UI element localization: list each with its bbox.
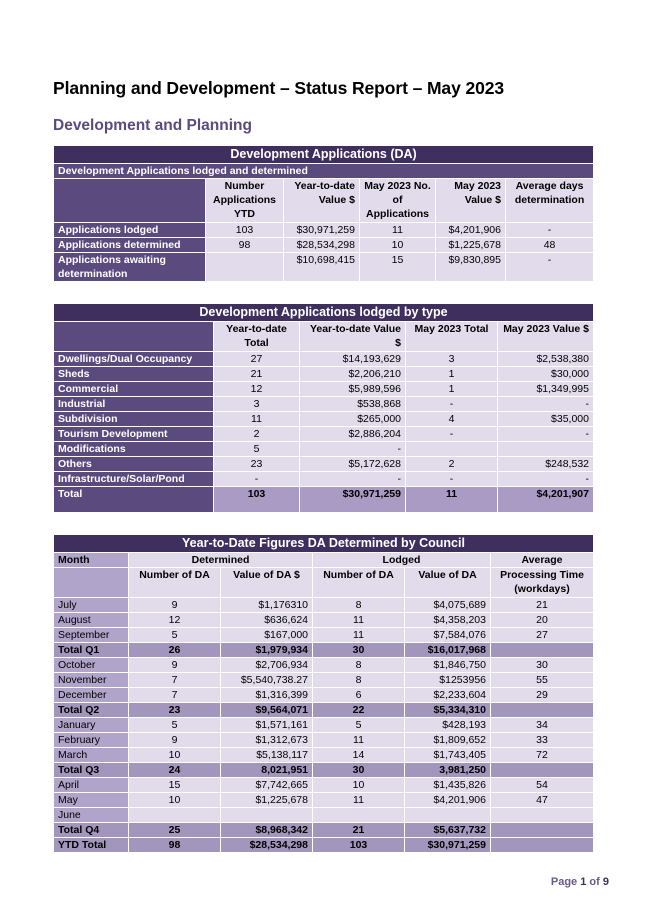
column-header: May 2023 Value $ (498, 322, 594, 352)
column-header: May 2023 Total (406, 322, 498, 352)
table-cell: - (506, 253, 594, 282)
table-cell: 15 (129, 778, 221, 793)
table-cell: $30,000 (498, 367, 594, 382)
table-cell: 27 (214, 352, 300, 367)
table-cell: $7,742,665 (221, 778, 313, 793)
row-label: January (54, 718, 129, 733)
table-cell (406, 442, 498, 457)
row-label: Total Q1 (54, 643, 129, 658)
table-cell (221, 808, 313, 823)
row-label: Others (54, 457, 214, 472)
row-label: August (54, 613, 129, 628)
table-cell: 1 (406, 382, 498, 397)
total-cell: 11 (406, 487, 498, 513)
row-label: Commercial (54, 382, 214, 397)
row-label: March (54, 748, 129, 763)
table-cell: $636,624 (221, 613, 313, 628)
table-cell: 9 (129, 598, 221, 613)
table-cell: 15 (360, 253, 436, 282)
table-cell: $167,000 (221, 628, 313, 643)
table-cell: $265,000 (300, 412, 406, 427)
month-row (54, 598, 594, 613)
page-total: 9 (602, 876, 609, 888)
table-cell: $35,000 (498, 412, 594, 427)
row-label: Industrial (54, 397, 214, 412)
table-cell: $10,698,415 (284, 253, 360, 282)
table-row (54, 253, 594, 282)
table-cell: - (300, 442, 406, 457)
table-cell: 30 (313, 763, 405, 778)
table-caption: Development Applications lodged by type (54, 304, 594, 322)
row-label: May (54, 793, 129, 808)
column-header: Number Applications YTD (206, 179, 284, 223)
table-cell: 55 (491, 673, 594, 688)
column-header: Number of DA (313, 568, 405, 598)
table-cell: 21 (214, 367, 300, 382)
row-label: October (54, 658, 129, 673)
table-cell: $1,225,678 (221, 793, 313, 808)
table-cell: $248,532 (498, 457, 594, 472)
table-cell: - (506, 223, 594, 238)
column-header: Average days determination (506, 179, 594, 223)
table-cell: 9 (129, 658, 221, 673)
row-label: Dwellings/Dual Occupancy (54, 352, 214, 367)
table-cell: $14,193,629 (300, 352, 406, 367)
table-cell: 10 (313, 778, 405, 793)
table-cell: 7 (129, 673, 221, 688)
column-header: Year-to-date Total (214, 322, 300, 352)
table-cell: 98 (206, 238, 284, 253)
of-word: of (589, 876, 600, 888)
table-cell: 30 (313, 643, 405, 658)
table-cell: 21 (491, 598, 594, 613)
row-label: Applications lodged (54, 223, 206, 238)
table-row (54, 238, 594, 253)
table-cell (491, 838, 594, 853)
header-blank (54, 322, 214, 352)
row-label: Applications determined (54, 238, 206, 253)
table-cell: 20 (491, 613, 594, 628)
row-label: Tourism Development (54, 427, 214, 442)
row-label: July (54, 598, 129, 613)
table-cell: - (300, 472, 406, 487)
table-cell: $1,435,826 (405, 778, 491, 793)
table-cell: 8,021,951 (221, 763, 313, 778)
table-cell: 5 (129, 628, 221, 643)
table-cell: 11 (360, 223, 436, 238)
table-cell: 11 (313, 793, 405, 808)
table-row (54, 223, 594, 238)
total-cell: $30,971,259 (300, 487, 406, 513)
table-cell: 11 (214, 412, 300, 427)
table-cell: $5,138,117 (221, 748, 313, 763)
table-cell: $538,868 (300, 397, 406, 412)
table-cell: $7,584,076 (405, 628, 491, 643)
row-label: November (54, 673, 129, 688)
table-cell: 22 (313, 703, 405, 718)
table-cell: $9,830,895 (436, 253, 506, 282)
table-cell: 24 (129, 763, 221, 778)
table-cell: 14 (313, 748, 405, 763)
table-cell: 21 (313, 823, 405, 838)
da-by-type-table (53, 303, 594, 513)
table-cell: 10 (360, 238, 436, 253)
table-subcaption: Development Applications lodged and determined (54, 164, 594, 179)
total-label: Total (54, 487, 214, 513)
da-summary-table (53, 145, 594, 282)
month-row (54, 793, 594, 808)
table-cell: $2,538,380 (498, 352, 594, 367)
table-cell: 2 (406, 457, 498, 472)
table-cell: $1,312,673 (221, 733, 313, 748)
table-cell (313, 808, 405, 823)
table-cell: - (498, 472, 594, 487)
month-row (54, 628, 594, 643)
table-cell: $16,017,968 (405, 643, 491, 658)
table-cell: 25 (129, 823, 221, 838)
column-header: May 2023 No. of Applications (360, 179, 436, 223)
table-cell: $2,233,604 (405, 688, 491, 703)
table-cell: $28,534,298 (221, 838, 313, 853)
table-cell: $2,706,934 (221, 658, 313, 673)
table-row (54, 412, 594, 427)
table-cell: 23 (214, 457, 300, 472)
total-cell: $4,201,907 (498, 487, 594, 513)
table-cell: 11 (313, 613, 405, 628)
table-cell: $28,534,298 (284, 238, 360, 253)
table-cell: $4,201,906 (405, 793, 491, 808)
table-cell: 33 (491, 733, 594, 748)
table-row (54, 457, 594, 472)
table-row (54, 367, 594, 382)
table-cell: 103 (206, 223, 284, 238)
table-cell: 26 (129, 643, 221, 658)
total-row (54, 823, 594, 838)
table-cell: 8 (313, 598, 405, 613)
table-cell: 11 (313, 733, 405, 748)
table-cell: 54 (491, 778, 594, 793)
table-cell: $9,564,071 (221, 703, 313, 718)
table-cell: $1,809,652 (405, 733, 491, 748)
month-row (54, 808, 594, 823)
month-row (54, 733, 594, 748)
table-cell: $1,979,934 (221, 643, 313, 658)
table-cell: 48 (506, 238, 594, 253)
table-cell: 12 (214, 382, 300, 397)
table-cell: 6 (313, 688, 405, 703)
table-cell: 29 (491, 688, 594, 703)
table-cell: 5 (129, 718, 221, 733)
table-cell: 3 (406, 352, 498, 367)
table-cell: 12 (129, 613, 221, 628)
row-label: Applications awaiting determination (54, 253, 206, 282)
table-cell: $2,206,210 (300, 367, 406, 382)
row-label: June (54, 808, 129, 823)
table-cell: 1 (406, 367, 498, 382)
table-cell (491, 763, 594, 778)
table-cell: $5,172,628 (300, 457, 406, 472)
row-label: Sheds (54, 367, 214, 382)
column-header: Number of DA (129, 568, 221, 598)
table-cell: - (498, 397, 594, 412)
table-cell: $30,971,259 (284, 223, 360, 238)
table-row (54, 352, 594, 367)
table-cell (491, 703, 594, 718)
row-label: Subdivision (54, 412, 214, 427)
row-label: Infrastructure/Solar/Pond (54, 472, 214, 487)
table-cell: 30 (491, 658, 594, 673)
table-cell: $1,846,750 (405, 658, 491, 673)
table-cell: $4,201,906 (436, 223, 506, 238)
table-cell: 27 (491, 628, 594, 643)
table-cell: $1,316,399 (221, 688, 313, 703)
table-cell (405, 808, 491, 823)
row-label: Total Q4 (54, 823, 129, 838)
determined-header: Determined (129, 553, 313, 568)
table-cell: - (406, 472, 498, 487)
lodged-header: Lodged (313, 553, 491, 568)
table-cell: - (498, 427, 594, 442)
table-row (54, 472, 594, 487)
month-row (54, 658, 594, 673)
table-cell: 4 (406, 412, 498, 427)
month-row (54, 673, 594, 688)
table-cell: 23 (129, 703, 221, 718)
month-row (54, 688, 594, 703)
column-header: Processing Time (workdays) (491, 568, 594, 598)
column-header: Value of DA (405, 568, 491, 598)
table-cell: 34 (491, 718, 594, 733)
page-current: 1 (580, 876, 587, 888)
table-cell: - (406, 427, 498, 442)
table-cell: 7 (129, 688, 221, 703)
row-label: September (54, 628, 129, 643)
table-cell: $4,358,203 (405, 613, 491, 628)
table-cell (491, 823, 594, 838)
section-title: Development and Planning (53, 117, 252, 134)
total-cell: 103 (214, 487, 300, 513)
table-cell: 103 (313, 838, 405, 853)
table-cell: $8,968,342 (221, 823, 313, 838)
column-header: Year-to-date Value $ (284, 179, 360, 223)
table-cell: 5 (313, 718, 405, 733)
table-cell: 9 (129, 733, 221, 748)
row-label: Total Q3 (54, 763, 129, 778)
table-row (54, 427, 594, 442)
table-cell: 10 (129, 748, 221, 763)
table-cell: 8 (313, 673, 405, 688)
table-cell: $1,743,405 (405, 748, 491, 763)
table-cell: 3,981,250 (405, 763, 491, 778)
total-row (54, 838, 594, 853)
total-row (54, 703, 594, 718)
table-row (54, 442, 594, 457)
table-cell: $5,989,596 (300, 382, 406, 397)
table-cell (498, 442, 594, 457)
month-row (54, 778, 594, 793)
page-footer (551, 876, 609, 888)
column-header: May 2023 Value $ (436, 179, 506, 223)
table-cell: $30,971,259 (405, 838, 491, 853)
row-label: Total Q2 (54, 703, 129, 718)
table-cell: 98 (129, 838, 221, 853)
row-label: December (54, 688, 129, 703)
table-caption: Development Applications (DA) (54, 146, 594, 164)
table-cell: - (406, 397, 498, 412)
row-label: April (54, 778, 129, 793)
month-row (54, 718, 594, 733)
table-row (54, 397, 594, 412)
table-cell: 2 (214, 427, 300, 442)
table-cell (129, 808, 221, 823)
row-label: February (54, 733, 129, 748)
ytd-figures-table (53, 534, 594, 853)
table-cell: $1,349,995 (498, 382, 594, 397)
header-blank (54, 179, 206, 223)
table-cell: $1,176310 (221, 598, 313, 613)
table-cell: $5,334,310 (405, 703, 491, 718)
total-row (54, 643, 594, 658)
row-label: Modifications (54, 442, 214, 457)
table-cell: 72 (491, 748, 594, 763)
total-row (54, 763, 594, 778)
table-cell: $4,075,689 (405, 598, 491, 613)
table-cell: $1,571,161 (221, 718, 313, 733)
table-cell: $428,193 (405, 718, 491, 733)
table-cell: 47 (491, 793, 594, 808)
table-cell (491, 643, 594, 658)
table-cell: $1,225,678 (436, 238, 506, 253)
row-label: YTD Total (54, 838, 129, 853)
header-blank (54, 568, 129, 598)
table-cell: $5,540,738.27 (221, 673, 313, 688)
table-cell: 5 (214, 442, 300, 457)
table-cell (206, 253, 284, 282)
table-cell: $2,886,204 (300, 427, 406, 442)
table-row (54, 382, 594, 397)
month-row (54, 748, 594, 763)
table-cell: $5,637,732 (405, 823, 491, 838)
table-cell: 8 (313, 658, 405, 673)
table-cell: 3 (214, 397, 300, 412)
table-caption: Year-to-Date Figures DA Determined by Council (54, 535, 594, 553)
table-cell: 11 (313, 628, 405, 643)
column-header: Value of DA $ (221, 568, 313, 598)
table-cell: 10 (129, 793, 221, 808)
page-title: Planning and Development – Status Report – May 2023 (53, 78, 504, 98)
month-row (54, 613, 594, 628)
table-cell: $1253956 (405, 673, 491, 688)
table-cell (491, 808, 594, 823)
average-header: Average (491, 553, 594, 568)
page-word: Page (550, 876, 578, 888)
table-cell: - (214, 472, 300, 487)
month-header: Month (54, 553, 129, 568)
column-header: Year-to-date Value $ (300, 322, 406, 352)
